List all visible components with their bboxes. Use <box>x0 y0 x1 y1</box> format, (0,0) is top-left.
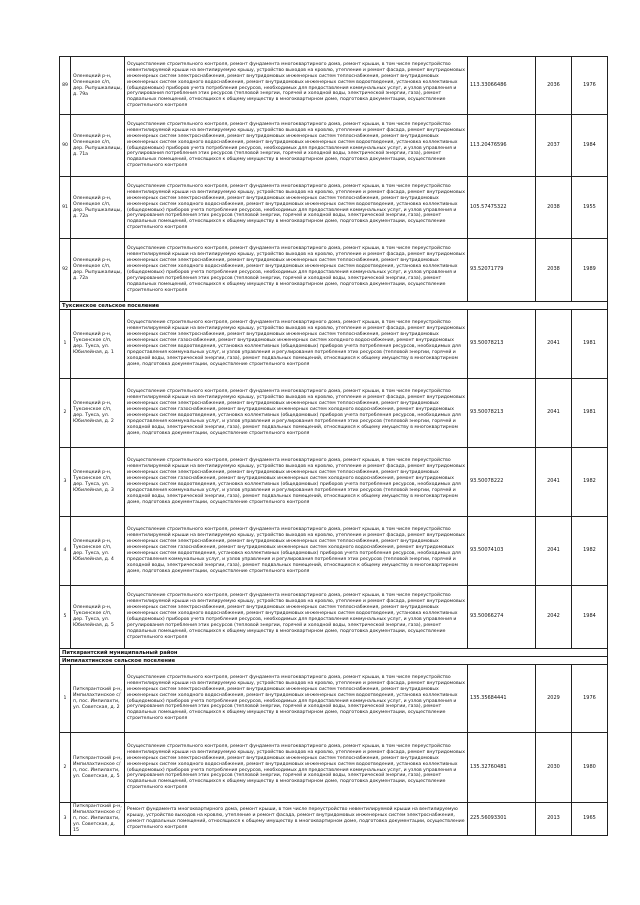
address-cell: Питкярантский р-н, Импилахтинское с/п, пос. Импилахти, ул. Советская, д. 5 <box>71 733 125 803</box>
planned-year-cell: 2037 <box>536 115 572 177</box>
work-description-cell: Осуществление строительного контроля, ремонт фундамента многоквартирного дома, ремонт крыши, в том числе переустройство невентилируемой крыши на вентилируемую крышу, устройство выходов на кровлю, утепление и ремонт фасада, ремонт внутридомовых инженерных систем электроснабжения, ремонт внутридомовых инженерных систем теплоснабжения, ремонт внутридомовых инженерных систем холодного водоснабжения, ремонт внутридомовых инженерных систем водоотведения, установка коллективных (общедомовых) приборов учета потребления ресурсов, необходимых для предоставления коммунальных услуг, и узлов управления и регулирования потребления этих ресурсов (тепловой энергии, горячей и холодной воды, электрической энергии, газа), ремонт подвальных помещений, относящихся к общему имуществу в многоквартирном доме, подготовка документации, осуществление строительного контроля <box>125 57 468 115</box>
row-number-cell: 92 <box>60 239 71 302</box>
work-description-cell: Осуществление строительного контроля, ремонт фундамента многоквартирного дома, ремонт крыши, в том числе переустройство невентилируемой крыши на вентилируемую крышу, устройство выходов на кровлю, утепление и ремонт фасада, ремонт внутридомовых инженерных систем электроснабжения, ремонт внутридомовых инженерных систем теплоснабжения, ремонт внутридомовых инженерных систем холодного водоснабжения, ремонт внутридомовых инженерных систем водоотведения, установка коллективных (общедомовых) приборов учета потребления ресурсов, необходимых для предоставления коммунальных услуг, и узлов управления и регулирования потребления этих ресурсов (тепловой энергии, горячей и холодной воды, электрической энергии, газа), ремонт подвальных помещений, относящихся к общему имуществу в многоквартирном доме, подготовка документации, осуществление строительного контроля <box>125 733 468 803</box>
cost-cell: 93.52071779 <box>468 239 536 302</box>
build-year-cell: 1976 <box>572 57 608 115</box>
build-year-cell: 1984 <box>572 115 608 177</box>
cost-cell: 225.56093301 <box>468 803 536 836</box>
table-row <box>60 803 608 836</box>
row-number-cell: 1 <box>60 310 71 379</box>
section-title: Питкярантский муниципальный район <box>60 649 608 657</box>
table-row <box>60 239 608 302</box>
cost-cell: 135.32760481 <box>468 733 536 803</box>
cost-cell: 135.35684441 <box>468 665 536 733</box>
cost-cell: 93.50078222 <box>468 448 536 517</box>
table-row <box>60 379 608 448</box>
table-row <box>60 586 608 649</box>
planned-year-cell: 2038 <box>536 239 572 302</box>
table-row <box>60 57 608 115</box>
work-description-cell: Осуществление строительного контроля, ремонт фундамента многоквартирного дома, ремонт крыши, в том числе переустройство невентилируемой крыши на вентилируемую крышу, устройство выходов на кровлю, утепление и ремонт фасада, ремонт внутридомовых инженерных систем электроснабжения, ремонт внутридомовых инженерных систем теплоснабжения, ремонт внутридомовых инженерных систем холодного водоснабжения, ремонт внутридомовых инженерных систем водоотведения, установка коллективных (общедомовых) приборов учета потребления ресурсов, необходимых для предоставления коммунальных услуг, и узлов управления и регулирования потребления этих ресурсов (тепловой энергии, горячей и холодной воды, электрической энергии, газа), ремонт подвальных помещений, относящихся к общему имуществу в многоквартирном доме, подготовка документации, осуществление строительного контроля <box>125 177 468 239</box>
work-description-cell: Осуществление строительного контроля, ремонт фундамента многоквартирного дома, ремонт крыши, в том числе переустройство невентилируемой крыши на вентилируемую крышу, устройство выходов на кровлю, утепление и ремонт фасада, ремонт внутридомовых инженерных систем электроснабжения, ремонт внутридомовых инженерных систем теплоснабжения, ремонт внутридомовых инженерных систем холодного водоснабжения, ремонт внутридомовых инженерных систем водоотведения, установка коллективных (общедомовых) приборов учета потребления ресурсов, необходимых для предоставления коммунальных услуг, и узлов управления и регулирования потребления этих ресурсов (тепловой энергии, горячей и холодной воды, электрической энергии, газа), ремонт подвальных помещений, относящихся к общему имуществу в многоквартирном доме, подготовка документации, осуществление строительного контроля <box>125 239 468 302</box>
build-year-cell: 1989 <box>572 239 608 302</box>
section-title: Импилахтинское сельское поселение <box>60 657 608 665</box>
address-cell: Питкярантский р-н, Импилахтинское с/п, пос. Импилахти, ул. Советская, д. 15 <box>71 803 125 836</box>
row-number-cell: 91 <box>60 177 71 239</box>
build-year-cell: 1965 <box>572 803 608 836</box>
build-year-cell: 1982 <box>572 448 608 517</box>
table-row <box>60 448 608 517</box>
address-cell: Оленецкий р-н, Туксинское с/п, дер. Тукса, ул. Юбилейная, д. 5 <box>71 586 125 649</box>
table-row <box>60 733 608 803</box>
table-row <box>60 177 608 239</box>
repair-schedule-table <box>59 56 608 836</box>
address-cell: Оленецкий р-н, Туксинское с/п, дер. Тукса, ул. Юбилейная, д. 4 <box>71 517 125 586</box>
table-row <box>60 517 608 586</box>
table-row <box>60 310 608 379</box>
cost-cell: 93.50078213 <box>468 310 536 379</box>
cost-cell: 113.33066486 <box>468 57 536 115</box>
cost-cell: 93.50078213 <box>468 379 536 448</box>
planned-year-cell: 2041 <box>536 379 572 448</box>
cost-cell: 93.50074103 <box>468 517 536 586</box>
section-header-row <box>60 657 608 665</box>
work-description-cell: Осуществление строительного контроля, ремонт фундамента многоквартирного дома, ремонт крыши, в том числе переустройство невентилируемой крыши на вентилируемую крышу, устройство выходов на кровлю, утепление и ремонт фасада, ремонт внутридомовых инженерных систем электроснабжения, ремонт внутридомовых инженерных систем теплоснабжения, ремонт внутридомовых инженерных систем газоснабжения, ремонт внутридомовых инженерных систем холодного водоснабжения, ремонт внутридомовых инженерных систем водоотведения, установка коллективных (общедомовых) приборов учета потребления ресурсов, необходимых для предоставления коммунальных услуг, и узлов управления и регулирования потребления этих ресурсов (тепловой энергии, горячей и холодной воды, электрической энергии, газа), ремонт подвальных помещений, относящихся к общему имуществу в многоквартирном доме, подготовка документации, осуществление строительного контроля <box>125 517 468 586</box>
row-number-cell: 3 <box>60 803 71 836</box>
planned-year-cell: 2038 <box>536 177 572 239</box>
planned-year-cell: 2029 <box>536 665 572 733</box>
table-row <box>60 115 608 177</box>
build-year-cell: 1981 <box>572 310 608 379</box>
row-number-cell: 2 <box>60 379 71 448</box>
section-title: Туксинское сельское поселение <box>60 302 608 310</box>
work-description-cell: Осуществление строительного контроля, ремонт фундамента многоквартирного дома, ремонт крыши, в том числе переустройство невентилируемой крыши на вентилируемую крышу, устройство выходов на кровлю, утепление и ремонт фасада, ремонт внутридомовых инженерных систем электроснабжения, ремонт внутридомовых инженерных систем теплоснабжения, ремонт внутридомовых инженерных систем холодного водоснабжения, ремонт внутридомовых инженерных систем водоотведения, установка коллективных (общедомовых) приборов учета потребления ресурсов, необходимых для предоставления коммунальных услуг, и узлов управления и регулирования потребления этих ресурсов (тепловой энергии, горячей и холодной воды, электрической энергии, газа), ремонт подвальных помещений, относящихся к общему имуществу в многоквартирном доме, подготовка документации, осуществление строительного контроля <box>125 586 468 649</box>
table-row <box>60 665 608 733</box>
planned-year-cell: 2042 <box>536 586 572 649</box>
planned-year-cell: 2030 <box>536 733 572 803</box>
build-year-cell: 1981 <box>572 379 608 448</box>
build-year-cell: 1980 <box>572 733 608 803</box>
table-body <box>60 57 608 836</box>
address-cell: Оленецкий р-н, Оленецкое с/п, дер. Рыпушкалицы, д. 79а <box>71 57 125 115</box>
row-number-cell: 89 <box>60 57 71 115</box>
work-description-cell: Осуществление строительного контроля, ремонт фундамента многоквартирного дома, ремонт крыши, в том числе переустройство невентилируемой крыши на вентилируемую крышу, устройство выходов на кровлю, утепление и ремонт фасада, ремонт внутридомовых инженерных систем электроснабжения, ремонт внутридомовых инженерных систем теплоснабжения, ремонт внутридомовых инженерных систем газоснабжения, ремонт внутридомовых инженерных систем холодного водоснабжения, ремонт внутридомовых инженерных систем водоотведения, установка коллективных (общедомовых) приборов учета потребления ресурсов, необходимых для предоставления коммунальных услуг, и узлов управления и регулирования потребления этих ресурсов (тепловой энергии, горячей и холодной воды, электрической энергии, газа), ремонт подвальных помещений, относящихся к общему имуществу в многоквартирном доме, подготовка документации, осуществление строительного контроля <box>125 310 468 379</box>
address-cell: Оленецкий р-н, Оленецкое с/п, дер. Рыпушкалицы, д. 72а <box>71 239 125 302</box>
build-year-cell: 1955 <box>572 177 608 239</box>
row-number-cell: 1 <box>60 665 71 733</box>
planned-year-cell: 2041 <box>536 517 572 586</box>
work-description-cell: Осуществление строительного контроля, ремонт фундамента многоквартирного дома, ремонт крыши, в том числе переустройство невентилируемой крыши на вентилируемую крышу, устройство выходов на кровлю, утепление и ремонт фасада, ремонт внутридомовых инженерных систем электроснабжения, ремонт внутридомовых инженерных систем теплоснабжения, ремонт внутридомовых инженерных систем холодного водоснабжения, ремонт внутридомовых инженерных систем водоотведения, установка коллективных (общедомовых) приборов учета потребления ресурсов, необходимых для предоставления коммунальных услуг, и узлов управления и регулирования потребления этих ресурсов (тепловой энергии, горячей и холодной воды, электрической энергии, газа), ремонт подвальных помещений, относящихся к общему имуществу в многоквартирном доме, подготовка документации, осуществление строительного контроля <box>125 665 468 733</box>
cost-cell: 93.50066274 <box>468 586 536 649</box>
row-number-cell: 5 <box>60 586 71 649</box>
cost-cell: 113.20476596 <box>468 115 536 177</box>
work-description-cell: Ремонт фундамента многоквартирного дома, ремонт крыши, в том числе переустройство невентилируемой крыши на вентилируемую крышу, устройство выходов на кровлю, утепление и ремонт фасада, ремонт внутридомовых инженерных систем электроснабжения, ремонт подвальных помещений, относящихся к общему имуществу в многоквартирном доме, подготовка документации, осуществление строительного контроля <box>125 803 468 836</box>
address-cell: Питкярантский р-н, Импилахтинское с/п, пос. Импилахти, ул. Советская, д. 2 <box>71 665 125 733</box>
cost-cell: 105.57475322 <box>468 177 536 239</box>
build-year-cell: 1982 <box>572 517 608 586</box>
build-year-cell: 1984 <box>572 586 608 649</box>
planned-year-cell: 2036 <box>536 57 572 115</box>
address-cell: Оленецкий р-н, Туксинское с/п, дер. Тукса, ул. Юбилейная, д. 1 <box>71 310 125 379</box>
row-number-cell: 3 <box>60 448 71 517</box>
work-description-cell: Осуществление строительного контроля, ремонт фундамента многоквартирного дома, ремонт крыши, в том числе переустройство невентилируемой крыши на вентилируемую крышу, устройство выходов на кровлю, утепление и ремонт фасада, ремонт внутридомовых инженерных систем электроснабжения, ремонт внутридомовых инженерных систем теплоснабжения, ремонт внутридомовых инженерных систем газоснабжения, ремонт внутридомовых инженерных систем холодного водоснабжения, ремонт внутридомовых инженерных систем водоотведения, установка коллективных (общедомовых) приборов учета потребления ресурсов, необходимых для предоставления коммунальных услуг, и узлов управления и регулирования потребления этих ресурсов (тепловой энергии, горячей и холодной воды, электрической энергии, газа), ремонт подвальных помещений, относящихся к общему имуществу в многоквартирном доме, подготовка документации, осуществление строительного контроля <box>125 448 468 517</box>
planned-year-cell: 2013 <box>536 803 572 836</box>
section-header-row <box>60 649 608 657</box>
address-cell: Оленецкий р-н, Туксинское с/п, дер. Тукса, ул. Юбилейная, д. 2 <box>71 379 125 448</box>
row-number-cell: 2 <box>60 733 71 803</box>
work-description-cell: Осуществление строительного контроля, ремонт фундамента многоквартирного дома, ремонт крыши, в том числе переустройство невентилируемой крыши на вентилируемую крышу, устройство выходов на кровлю, утепление и ремонт фасада, ремонт внутридомовых инженерных систем электроснабжения, ремонт внутридомовых инженерных систем теплоснабжения, ремонт внутридомовых инженерных систем холодного водоснабжения, ремонт внутридомовых инженерных систем водоотведения, установка коллективных (общедомовых) приборов учета потребления ресурсов, необходимых для предоставления коммунальных услуг, и узлов управления и регулирования потребления этих ресурсов (тепловой энергии, горячей и холодной воды, электрической энергии, газа), ремонт подвальных помещений, относящихся к общему имуществу в многоквартирном доме, подготовка документации, осуществление строительного контроля <box>125 115 468 177</box>
row-number-cell: 90 <box>60 115 71 177</box>
planned-year-cell: 2041 <box>536 448 572 517</box>
address-cell: Оленецкий р-н, Оленецкое с/п, дер. Рыпушкалицы, д. 71а <box>71 115 125 177</box>
section-header-row <box>60 302 608 310</box>
row-number-cell: 4 <box>60 517 71 586</box>
address-cell: Оленецкий р-н, Туксинское с/п, дер. Тукса, ул. Юбилейная, д. 3 <box>71 448 125 517</box>
address-cell: Оленецкий р-н, Оленецкое с/п, дер. Рыпушкалицы, д. 72а <box>71 177 125 239</box>
build-year-cell: 1976 <box>572 665 608 733</box>
planned-year-cell: 2041 <box>536 310 572 379</box>
work-description-cell: Осуществление строительного контроля, ремонт фундамента многоквартирного дома, ремонт крыши, в том числе переустройство невентилируемой крыши на вентилируемую крышу, устройство выходов на кровлю, утепление и ремонт фасада, ремонт внутридомовых инженерных систем электроснабжения, ремонт внутридомовых инженерных систем теплоснабжения, ремонт внутридомовых инженерных систем газоснабжения, ремонт внутридомовых инженерных систем холодного водоснабжения, ремонт внутридомовых инженерных систем водоотведения, установка коллективных (общедомовых) приборов учета потребления ресурсов, необходимых для предоставления коммунальных услуг, и узлов управления и регулирования потребления этих ресурсов (тепловой энергии, горячей и холодной воды, электрической энергии, газа), ремонт подвальных помещений, относящихся к общему имуществу в многоквартирном доме, подготовка документации, осуществление строительного контроля <box>125 379 468 448</box>
